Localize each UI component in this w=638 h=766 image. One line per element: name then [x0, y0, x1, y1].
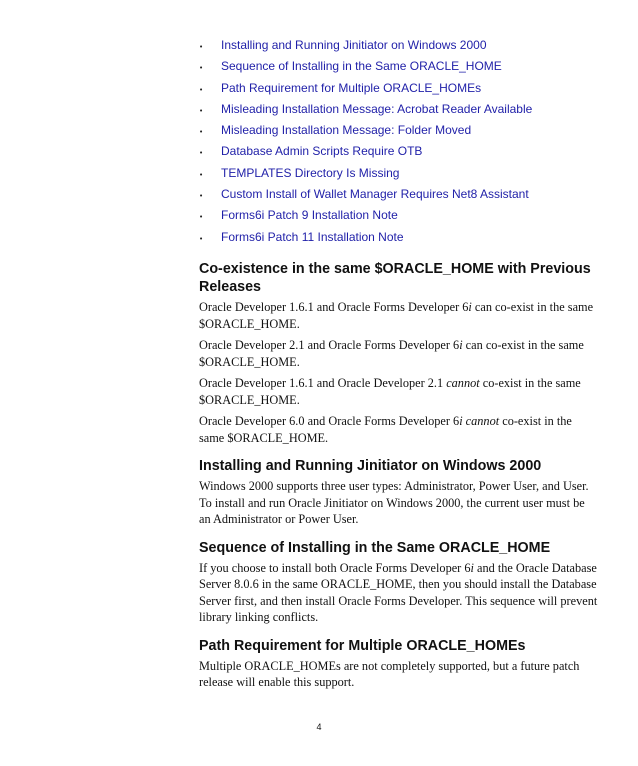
- toc-link-jinitiator[interactable]: Installing and Running Jinitiator on Windows 2000: [221, 38, 487, 52]
- text-run: co-exist in the same $ORACLE_HOME.: [199, 414, 572, 445]
- text-run: Oracle Developer 1.6.1 and Oracle Forms Developer 6: [199, 300, 469, 314]
- bullet-icon: •: [199, 149, 204, 158]
- italic-text: i: [459, 338, 463, 352]
- toc-item: [199, 102, 532, 123]
- toc-item: [199, 166, 532, 187]
- italic-text: i: [468, 300, 472, 314]
- paragraph: [199, 375, 599, 408]
- paragraph: [199, 299, 599, 332]
- bullet-icon: •: [199, 128, 204, 137]
- paragraph: [199, 560, 599, 626]
- toc-item: [199, 187, 532, 208]
- toc-link-patch-9[interactable]: Forms6i Patch 9 Installation Note: [221, 208, 398, 223]
- heading-sequence: Sequence of Installing in the Same ORACLE_HOME: [199, 539, 551, 556]
- bullet-icon: •: [199, 234, 204, 243]
- heading-coexistence: Co-existence in the same $ORACLE_HOME with Previous Releases: [199, 261, 591, 295]
- bullet-icon: •: [199, 192, 204, 201]
- heading-path-requirement: Path Requirement for Multiple ORACLE_HOMEs: [199, 637, 526, 654]
- heading-jinitiator: Installing and Running Jinitiator on Windows 2000: [199, 458, 542, 474]
- text-run: Oracle Developer 1.6.1 and Oracle Developer 2.1: [199, 376, 447, 390]
- toc-link-path-requirement[interactable]: Path Requirement for Multiple ORACLE_HOMEs: [221, 80, 482, 95]
- toc-link-wallet-manager[interactable]: Custom Install of Wallet Manager Requires Net8 Assistant: [221, 187, 529, 202]
- toc-item: [199, 144, 532, 165]
- toc-link-folder-moved[interactable]: Misleading Installation Message: Folder Moved: [221, 123, 472, 138]
- paragraph: Windows 2000 supports three user types: Administrator, Power User, and User. To install and run Oracle Jinitiator on Windows 2000, the current user must be an Administrator or Power User.: [199, 479, 589, 526]
- text-run: Oracle Developer 6.0 and Oracle Forms Developer 6: [199, 414, 460, 428]
- toc-link-templates[interactable]: TEMPLATES Directory Is Missing: [221, 165, 400, 180]
- toc-item: [199, 230, 532, 251]
- toc-link-patch-11[interactable]: Forms6i Patch 11 Installation Note: [221, 229, 404, 244]
- toc-list: [199, 38, 532, 251]
- toc-item: [199, 38, 532, 59]
- bullet-icon: •: [199, 106, 204, 115]
- toc-link-acrobat-message[interactable]: Misleading Installation Message: Acrobat Reader Available: [221, 101, 533, 116]
- bullet-icon: •: [199, 64, 204, 73]
- toc-item: [199, 208, 532, 229]
- toc-item: [199, 123, 532, 144]
- bullet-icon: •: [199, 170, 204, 179]
- text-run: can co-exist in the same $ORACLE_HOME.: [199, 338, 584, 369]
- bullet-icon: •: [199, 85, 204, 94]
- main-content: [199, 260, 599, 696]
- toc-link-sequence[interactable]: Sequence of Installing in the Same ORACLE_HOME: [221, 59, 502, 74]
- italic-text: i cannot: [459, 414, 500, 428]
- paragraph: [199, 413, 599, 446]
- text-run: Oracle Developer 2.1 and Oracle Forms Developer 6: [199, 338, 460, 352]
- bullet-icon: •: [199, 43, 204, 51]
- toc-item: [199, 81, 532, 102]
- bullet-icon: •: [199, 213, 204, 222]
- text-run: can co-exist in the same $ORACLE_HOME.: [199, 300, 594, 331]
- page-footer: [0, 722, 638, 732]
- italic-text: i: [470, 560, 474, 575]
- toc-item: [199, 59, 532, 80]
- page-number: 4: [316, 722, 322, 732]
- italic-text: cannot: [446, 376, 480, 390]
- paragraph: [199, 337, 599, 370]
- text-run: If you choose to install both Oracle Forms Developer 6: [199, 560, 471, 575]
- paragraph: Multiple ORACLE_HOMEs are not completely supported, but a future patch release will enable this support.: [199, 658, 580, 689]
- text-run: co-exist in the same $ORACLE_HOME.: [199, 376, 581, 407]
- text-run: and the Oracle Database Server 8.0.6 in the same ORACLE_HOME, then you should install the Database Server first, and then install Oracle Forms Developer. This sequence will prevent library linking conflicts.: [199, 560, 598, 624]
- toc-link-admin-scripts[interactable]: Database Admin Scripts Require OTB: [221, 144, 423, 159]
